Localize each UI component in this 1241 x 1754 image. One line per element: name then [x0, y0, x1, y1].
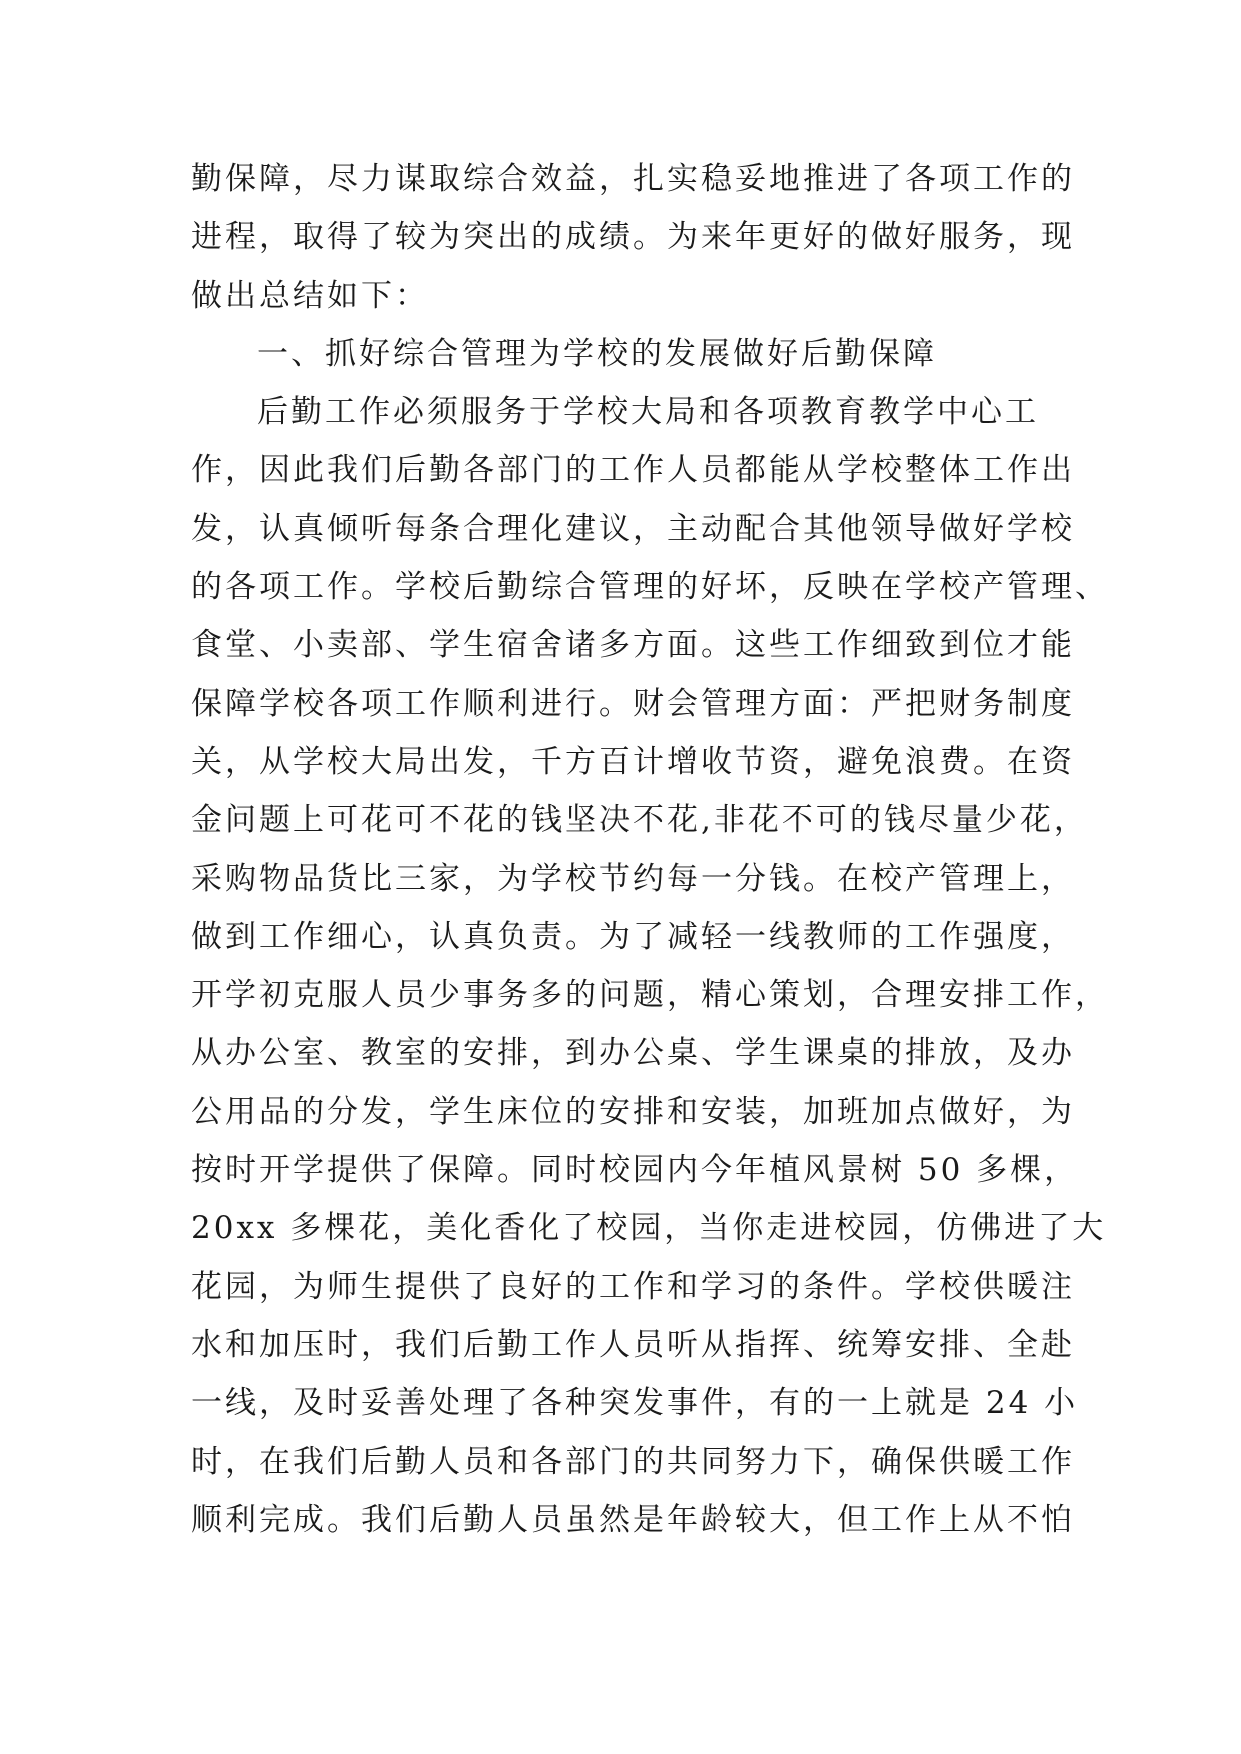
- text-line: 从办公室、教室的安排，到办公桌、学生课桌的排放，及办: [191, 1035, 1075, 1072]
- text-line: 一线，及时妥善处理了各种突发事件，有的一上就是 24 小: [191, 1385, 1079, 1422]
- text-line: 时，在我们后勤人员和各部门的共同努力下，确保供暖工作: [191, 1443, 1075, 1480]
- text-line: 保障学校各项工作顺利进行。财会管理方面：严把财务制度: [191, 685, 1075, 722]
- text-line: 做到工作细心，认真负责。为了减轻一线教师的工作强度，: [191, 918, 1075, 955]
- text-line: 做出总结如下：: [191, 277, 429, 314]
- text-line: 按时开学提供了保障。同时校园内今年植风景树 50 多棵，: [191, 1152, 1079, 1189]
- text-line: 20xx 多棵花，美化香化了校园，当你走进校园，仿佛进了大: [191, 1210, 1107, 1247]
- section-heading: 一、抓好综合管理为学校的发展做好后勤保障: [257, 335, 937, 372]
- document-body: [191, 150, 1109, 1549]
- text-line: 食堂、小卖部、学生宿舍诸多方面。这些工作细致到位才能: [191, 627, 1075, 664]
- text-line: 公用品的分发，学生床位的安排和安装，加班加点做好，为: [191, 1093, 1075, 1130]
- text-line: 顺利完成。我们后勤人员虽然是年龄较大，但工作上从不怕: [191, 1501, 1075, 1538]
- text-line: 勤保障，尽力谋取综合效益，扎实稳妥地推进了各项工作的: [191, 161, 1075, 197]
- text-line: 关，从学校大局出发，千方百计增收节资，避免浪费。在资: [191, 743, 1075, 780]
- text-line: 发，认真倾听每条合理化建议，主动配合其他领导做好学校: [191, 510, 1075, 547]
- text-line: 水和加压时，我们后勤工作人员听从指挥、统筹安排、全赴: [191, 1326, 1075, 1363]
- text-line: 花园，为师生提供了良好的工作和学习的条件。学校供暖注: [191, 1268, 1075, 1305]
- text-line: 开学初克服人员少事务多的问题，精心策划，合理安排工作，: [191, 977, 1109, 1014]
- text-line: 采购物品货比三家，为学校节约每一分钱。在校产管理上，: [191, 860, 1075, 897]
- text-line: 金问题上可花可不花的钱坚决不花,非花不可的钱尽量少花，: [191, 802, 1088, 839]
- text-line: 进程，取得了较为突出的成绩。为来年更好的做好服务，现: [191, 219, 1075, 256]
- text-line: 的各项工作。学校后勤综合管理的好坏，反映在学校产管理、: [191, 569, 1109, 606]
- text-line: 作，因此我们后勤各部门的工作人员都能从学校整体工作出: [191, 452, 1075, 489]
- text-line: 后勤工作必须服务于学校大局和各项教育教学中心工: [257, 394, 1039, 431]
